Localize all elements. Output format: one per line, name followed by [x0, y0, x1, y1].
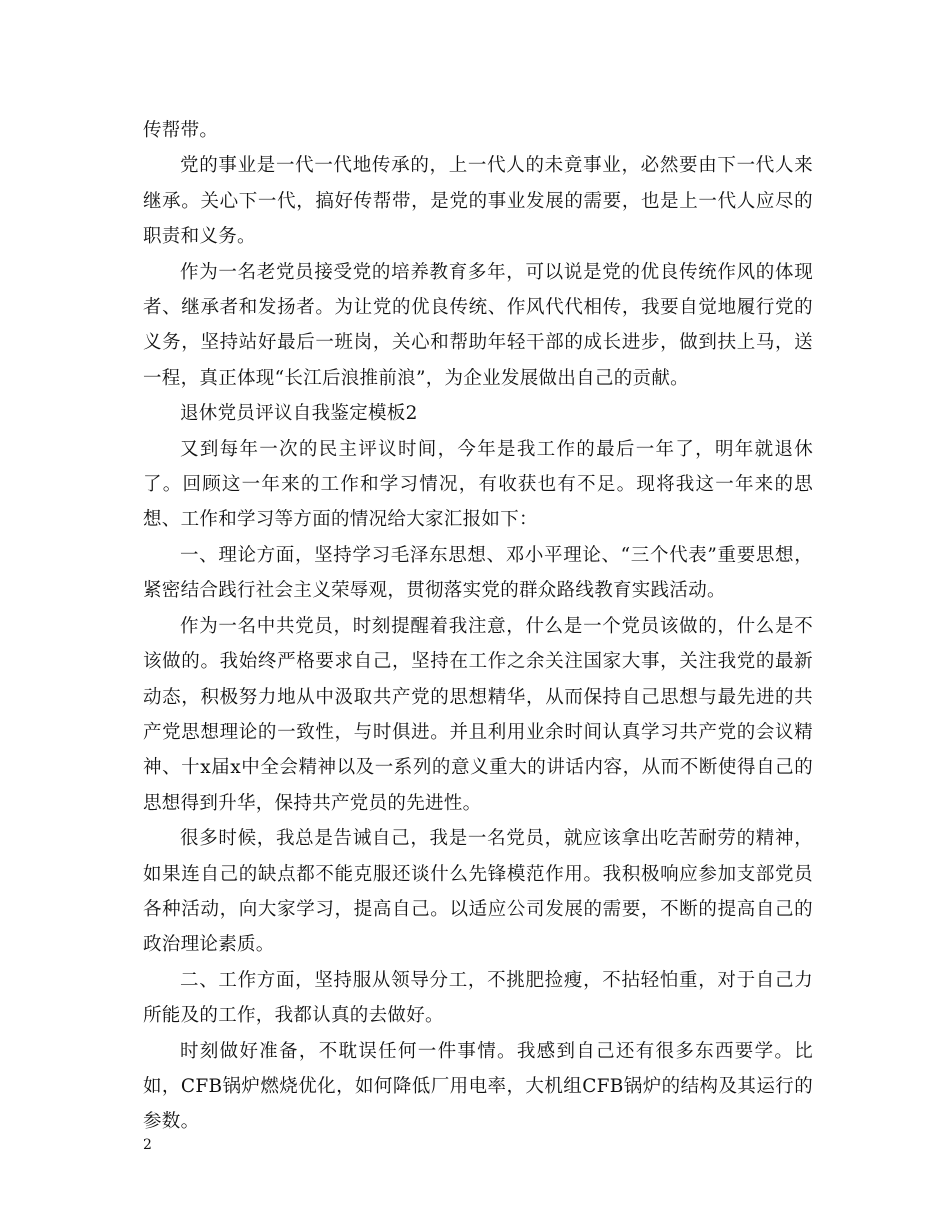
- paragraph-old-member: 作为一名老党员接受党的培养教育多年，可以说是党的优良传统作风的体现者、继承者和发扬者。为让党的优良传统、作风代代相传，我要自觉地履行党的义务，坚持站好最后一班岗，关心和帮助年轻干部的成长进步，做到扶上马，送一程，真正体现“长江后浪推前浪”，为企业发展做出自己的贡献。: [143, 261, 813, 389]
- paragraph-party-cause: 党的事业是一代一代地传承的，上一代人的未竟事业，必然要由下一代人来继承。关心下一代，搞好传帮带，是党的事业发展的需要，也是上一代人应尽的职责和义务。: [143, 155, 813, 248]
- paragraph-annual-review: 又到每年一次的民主评议时间，今年是我工作的最后一年了，明年就退休了。回顾这一年来的工作和学习情况，有收获也有不足。现将我这一年来的思想、工作和学习等方面的情况给大家汇报如下：: [143, 438, 813, 531]
- section-heading-template-2: 退休党员评议自我鉴定模板2: [180, 403, 418, 425]
- paragraph-party-member: 作为一名中共党员，时刻提醒着我注意，什么是一个党员该做的，什么是不该做的。我始终严格要求自己，坚持在工作之余关注国家大事，关注我党的最新动态，积极努力地从中汲取共产党的思想精华，从而保持自己思想与最先进的共产党思想理论的一致性，与时俱进。并且利用业余时间认真学习共产党的会议精神、十x届x中全会精神以及一系列的意义重大的讲话内容，从而不断使得自己的思想得到升华，保持共产党员的先进性。: [143, 615, 813, 814]
- paragraph-preparation: 时刻做好准备，不耽误任何一件事情。我感到自己还有很多东西要学。比如，CFB锅炉燃烧优化，如何降低厂用电率，大机组CFB锅炉的结构及其运行的参数。: [143, 1040, 813, 1133]
- document-body: [143, 113, 813, 1140]
- paragraph-continuation: 传帮带。: [143, 120, 219, 141]
- paragraph-theory: 一、理论方面，坚持学习毛泽东思想、邓小平理论、“三个代表”重要思想，紧密结合践行社会主义荣辱观，贯彻落实党的群众路线教育实践活动。: [143, 544, 813, 602]
- paragraph-self-discipline: 很多时候，我总是告诫自己，我是一名党员，就应该拿出吃苦耐劳的精神，如果连自己的缺点都不能克服还谈什么先锋模范作用。我积极响应参加支部党员各种活动，向大家学习，提高自己。以适应公司发展的需要，不断的提高自己的政治理论素质。: [143, 828, 813, 956]
- paragraph-work: 二、工作方面，坚持服从领导分工，不挑肥捡瘦，不拈轻怕重，对于自己力所能及的工作，我都认真的去做好。: [143, 969, 813, 1027]
- page-number: 2: [143, 1137, 152, 1153]
